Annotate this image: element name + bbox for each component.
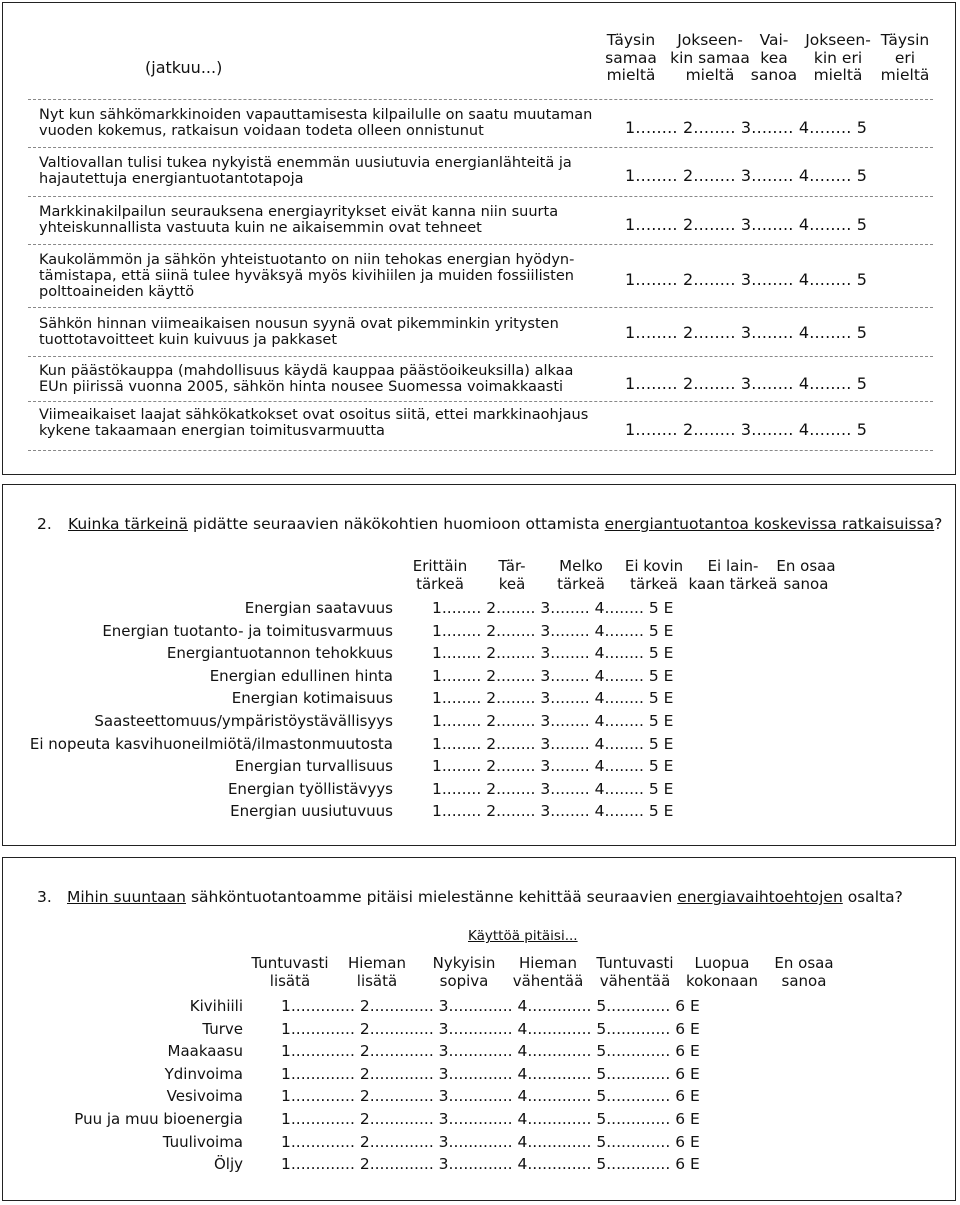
answer-scale[interactable]: 1........ 2........ 3........ 4........ 5 [625, 166, 868, 185]
energy-source-label: Maakaasu [167, 1042, 243, 1061]
direction-scale[interactable]: 1............. 2............. 3............. 4............. 5............. 6 E [281, 1110, 700, 1128]
statement-line: tämistapa, että siinä tulee hyväksyä myös kivihiilen ja muiden fossiilisten [39, 268, 574, 284]
statement-line: Kaukolämmön ja sähkön yhteistuotanto on niin tehokas energian hyödyn- [39, 252, 575, 268]
statement-line: yhteiskunnallista vastuuta kuin ne aikaisemmin ovat tehneet [39, 220, 482, 236]
importance-scale[interactable]: 1........ 2........ 3........ 4........ 5 E [432, 712, 674, 730]
importance-header: Melko tärkeä [557, 557, 605, 593]
statement-text [39, 363, 599, 395]
question-2-number: 2. [37, 515, 52, 533]
importance-scale[interactable]: 1........ 2........ 3........ 4........ 5 E [432, 757, 674, 776]
title-part: Kuinka tärkeinä [68, 515, 189, 533]
scale-header: Jokseen- kin samaa mieltä [670, 31, 750, 84]
direction-scale[interactable]: 1............. 2............. 3............. 4............. 5............. 6 E [281, 1087, 700, 1106]
importance-header: Tär- keä [498, 557, 526, 593]
importance-header: Ei kovin tärkeä [624, 557, 684, 593]
importance-header: En osaa sanoa [776, 557, 836, 593]
energy-source-label: Öljy [213, 1155, 243, 1174]
answer-scale[interactable]: 1........ 2........ 3........ 4........ 5 [625, 118, 868, 137]
scale-header: Täysin eri mieltä [880, 31, 930, 84]
importance-scale[interactable]: 1........ 2........ 3........ 4........ 5 E [432, 621, 674, 640]
criterion-label: Energian työllistävyys [227, 779, 393, 798]
dashed-divider [28, 147, 933, 148]
importance-scale[interactable]: 1........ 2........ 3........ 4........ 5 E [432, 599, 674, 617]
title-part: osalta? [842, 888, 903, 906]
statement-line: Markkinakilpailun seurauksena energiayritykset eivät kanna niin suurta [39, 204, 559, 220]
answer-scale[interactable]: 1........ 2........ 3........ 4........ 5 [625, 270, 868, 289]
statement-line: polttoaineiden käyttö [39, 284, 195, 300]
importance-scale[interactable]: 1........ 2........ 3........ 4........ 5 E [432, 734, 674, 753]
answer-scale[interactable]: 1........ 2........ 3........ 4........ 5 [625, 420, 868, 439]
importance-scale[interactable]: 1........ 2........ 3........ 4........ 5 E [432, 779, 674, 798]
statement-line: Viimeaikaiset laajat sähkökatkokset ovat osoitus siitä, ettei markkinaohjaus [39, 407, 589, 423]
direction-header: En osaa sanoa [774, 954, 834, 990]
importance-scale[interactable]: 1........ 2........ 3........ 4........ 5 E [432, 689, 674, 708]
direction-header: Tuntuvasti lisätä [251, 954, 329, 990]
criterion-label: Energian uusiutuvuus [230, 802, 393, 821]
dashed-divider [28, 356, 933, 357]
direction-header: Luopua kokonaan [685, 954, 759, 990]
direction-scale[interactable]: 1............. 2............. 3............. 4............. 5............. 6 E [281, 1155, 700, 1174]
dashed-divider [28, 450, 933, 451]
criterion-label: Energian saatavuus [244, 599, 393, 617]
statement-line: hajautettuja energiantuotantotapoja [39, 171, 304, 187]
energy-source-label: Vesivoima [166, 1087, 243, 1106]
energy-source-label: Ydinvoima [164, 1064, 243, 1083]
title-part: Mihin suuntaan [67, 888, 187, 906]
scale-header: Jokseen- kin eri mieltä [805, 31, 871, 84]
energy-source-label: Puu ja muu bioenergia [74, 1110, 243, 1128]
dashed-divider [28, 244, 933, 245]
importance-scale[interactable]: 1........ 2........ 3........ 4........ 5 E [432, 666, 674, 685]
question-3-title [67, 888, 903, 906]
question-2-title [68, 515, 942, 533]
dashed-divider [28, 307, 933, 308]
direction-header: Tuntuvasti vähentää [596, 954, 674, 990]
statement-text [39, 316, 599, 348]
direction-scale[interactable]: 1............. 2............. 3............. 4............. 5............. 6 E [281, 997, 700, 1015]
scale-header: Vai- kea sanoa [750, 31, 798, 84]
statement-line: Nyt kun sähkömarkkinoiden vapauttamisesta kilpailulle on saatu muutaman [39, 107, 593, 123]
answer-scale[interactable]: 1........ 2........ 3........ 4........ 5 [625, 215, 868, 234]
energy-source-label: Tuulivoima [162, 1132, 243, 1151]
criterion-label: Energian tuotanto- ja toimitusvarmuus [102, 621, 393, 640]
title-part: pidätte seuraavien näkökohtien huomioon ottamista [188, 515, 605, 533]
criterion-label: Energian turvallisuus [234, 757, 393, 776]
importance-header: Erittäin tärkeä [412, 557, 468, 593]
direction-header: Nykyisin sopiva [432, 954, 496, 990]
dashed-divider [28, 401, 933, 402]
statement-line: kykene takaamaan energian toimitusvarmuutta [39, 423, 385, 439]
dashed-divider [28, 99, 933, 100]
energy-source-label: Kivihiili [189, 997, 243, 1015]
importance-scale[interactable]: 1........ 2........ 3........ 4........ 5 E [432, 802, 674, 821]
statement-line: Sähkön hinnan viimeaikaisen nousun syynä ovat pikemminkin yritysten [39, 316, 559, 332]
direction-scale[interactable]: 1............. 2............. 3............. 4............. 5............. 6 E [281, 1064, 700, 1083]
statement-text [39, 204, 599, 236]
criterion-label: Energiantuotannon tehokkuus [166, 644, 393, 663]
continued-label: (jatkuu...) [145, 58, 223, 77]
answer-scale[interactable]: 1........ 2........ 3........ 4........ 5 [625, 323, 868, 342]
statement-text [39, 252, 599, 300]
statement-line: Valtiovallan tulisi tukea nykyistä enemmän uusiutuvia energianlähteitä ja [39, 155, 572, 171]
direction-scale[interactable]: 1............. 2............. 3............. 4............. 5............. 6 E [281, 1042, 700, 1061]
statement-text [39, 407, 599, 439]
scale-header: Täysin samaa mieltä [605, 31, 657, 84]
statement-line: vuoden kokemus, ratkaisun voidaan todeta olleen onnistunut [39, 123, 484, 139]
statement-line: EUn piirissä vuonna 2005, sähkön hinta nousee Suomessa voimakkaasti [39, 379, 564, 395]
direction-scale[interactable]: 1............. 2............. 3............. 4............. 5............. 6 E [281, 1019, 700, 1038]
answer-scale[interactable]: 1........ 2........ 3........ 4........ 5 [625, 374, 868, 393]
statement-text [39, 155, 599, 187]
importance-header: Ei lain- kaan tärkeä [688, 557, 778, 593]
question-3-subtitle: Käyttöä pitäisi... [468, 928, 578, 944]
direction-header: Hieman vähentää [512, 954, 584, 990]
title-part: energiavaihtoehtojen [677, 888, 843, 906]
title-part: energiantuotantoa koskevissa ratkaisuissa [604, 515, 935, 533]
criterion-label: Energian edullinen hinta [209, 666, 393, 685]
direction-scale[interactable]: 1............. 2............. 3............. 4............. 5............. 6 E [281, 1132, 700, 1151]
criterion-label: Ei nopeuta kasvihuoneilmiötä/ilmastonmuutosta [29, 734, 393, 753]
question-3-number: 3. [37, 888, 52, 906]
direction-header: Hieman lisätä [348, 954, 406, 990]
statement-line: tuottotavoitteet kuin kuivuus ja pakkaset [39, 332, 338, 348]
title-part: ? [934, 515, 943, 533]
statement-line: Kun päästökauppa (mahdollisuus käydä kauppaa päästöoikeuksilla) alkaa [39, 363, 574, 379]
importance-scale[interactable]: 1........ 2........ 3........ 4........ 5 E [432, 644, 674, 663]
criterion-label: Energian kotimaisuus [231, 689, 393, 708]
energy-source-label: Turve [202, 1019, 243, 1038]
title-part: sähköntuotantoamme pitäisi mielestänne kehittää seuraavien [186, 888, 678, 906]
statement-text [39, 107, 599, 139]
criterion-label: Saasteettomuus/ympäristöystävällisyys [94, 712, 393, 730]
dashed-divider [28, 196, 933, 197]
